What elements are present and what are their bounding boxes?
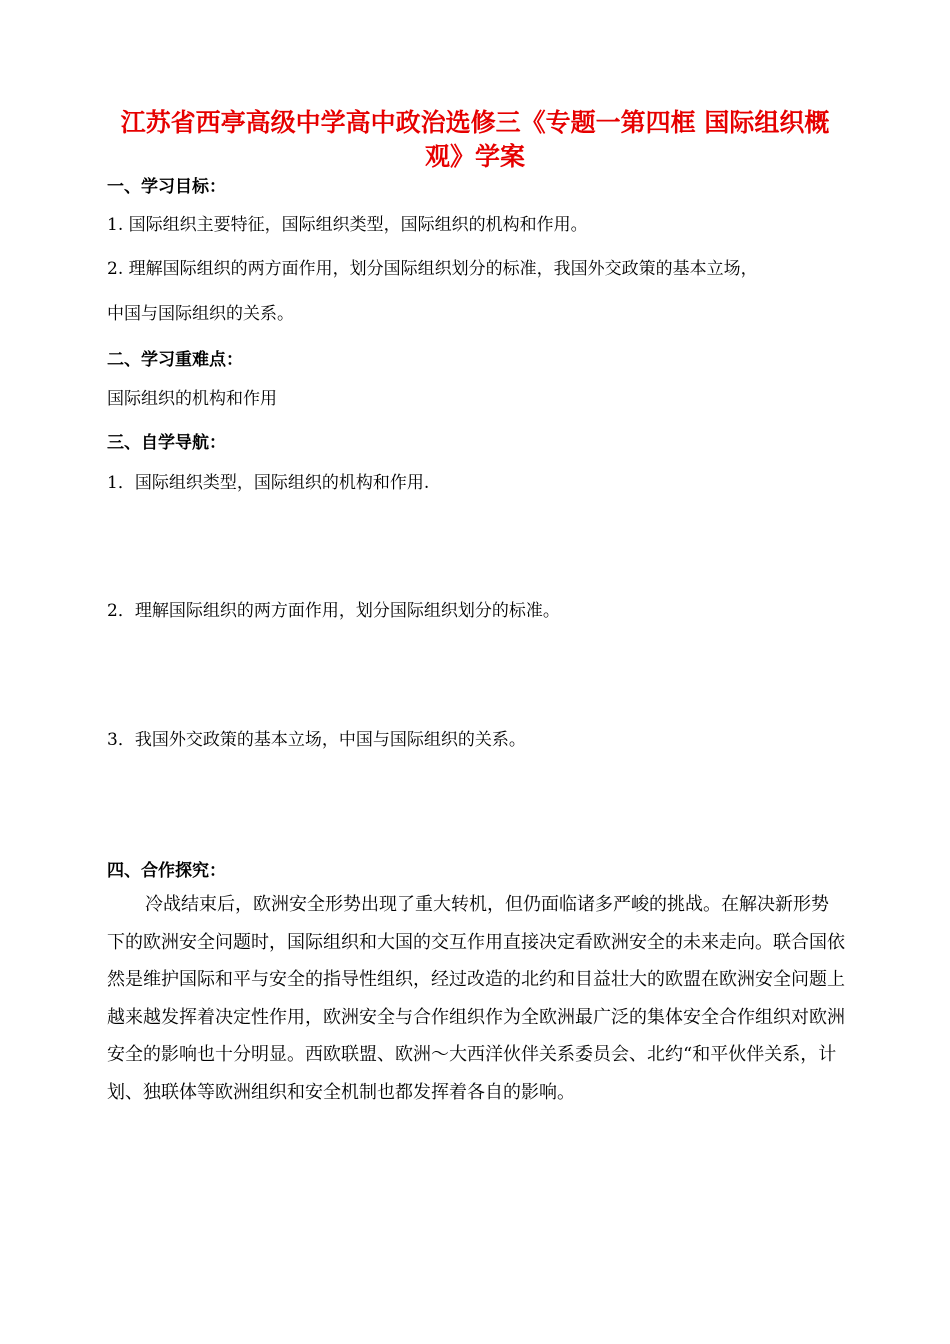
key-points-text: 国际组织的机构和作用: [107, 389, 277, 409]
self-study-item-3: 3．我国外交政策的基本立场，中国与国际组织的关系。: [107, 730, 526, 750]
objective-item-2-line-2: 中国与国际组织的关系。: [107, 304, 294, 324]
document-title-line-2: 观》学案: [424, 142, 525, 171]
self-study-item-2: 2．理解国际组织的两方面作用，划分国际组织划分的标准。: [107, 601, 560, 621]
cooperation-paragraph-text: 冷战结束后，欧洲安全形势出现了重大转机，但仍面临诸多严峻的挑战。在解决新形势下的欧洲安全问题时，国际组织和大国的交互作用直接决定看欧洲安全的未来走向。联合国依然是维护国际和平与安全的指导性组织，经过改造的北约和目益壮大的欧盟在欧洲安全问题上越来越发挥着决定性作用，欧洲安全与合作组织作为全欧洲最广泛的集体安全合作组织对欧洲安全的影响也十分明显。西欧联盟、欧洲～大西洋伙伴关系委员会、北约“和平伙伴关系，计划、独联体等欧洲组织和安全机制也都发挥着各自的影响。: [107, 894, 845, 1103]
section-heading-self-study: 三、自学导航：: [107, 433, 226, 453]
self-study-item-1: 1．国际组织类型，国际组织的机构和作用.: [107, 473, 430, 493]
document-title-line-1: 江苏省西亭高级中学高中政治选修三《专题一第四框 国际组织概: [120, 108, 830, 137]
section-heading-cooperation: 四、合作探究：: [107, 861, 226, 881]
section-heading-key-points: 二、学习重难点：: [107, 350, 243, 370]
cooperation-paragraph: [107, 886, 845, 1112]
section-heading-objectives: 一、学习目标：: [107, 177, 226, 197]
objective-item-1: 1. 国际组织主要特征，国际组织类型，国际组织的机构和作用。: [107, 215, 588, 235]
objective-item-2-line-1: 2. 理解国际组织的两方面作用，划分国际组织划分的标准，我国外交政策的基本立场，: [107, 259, 758, 279]
